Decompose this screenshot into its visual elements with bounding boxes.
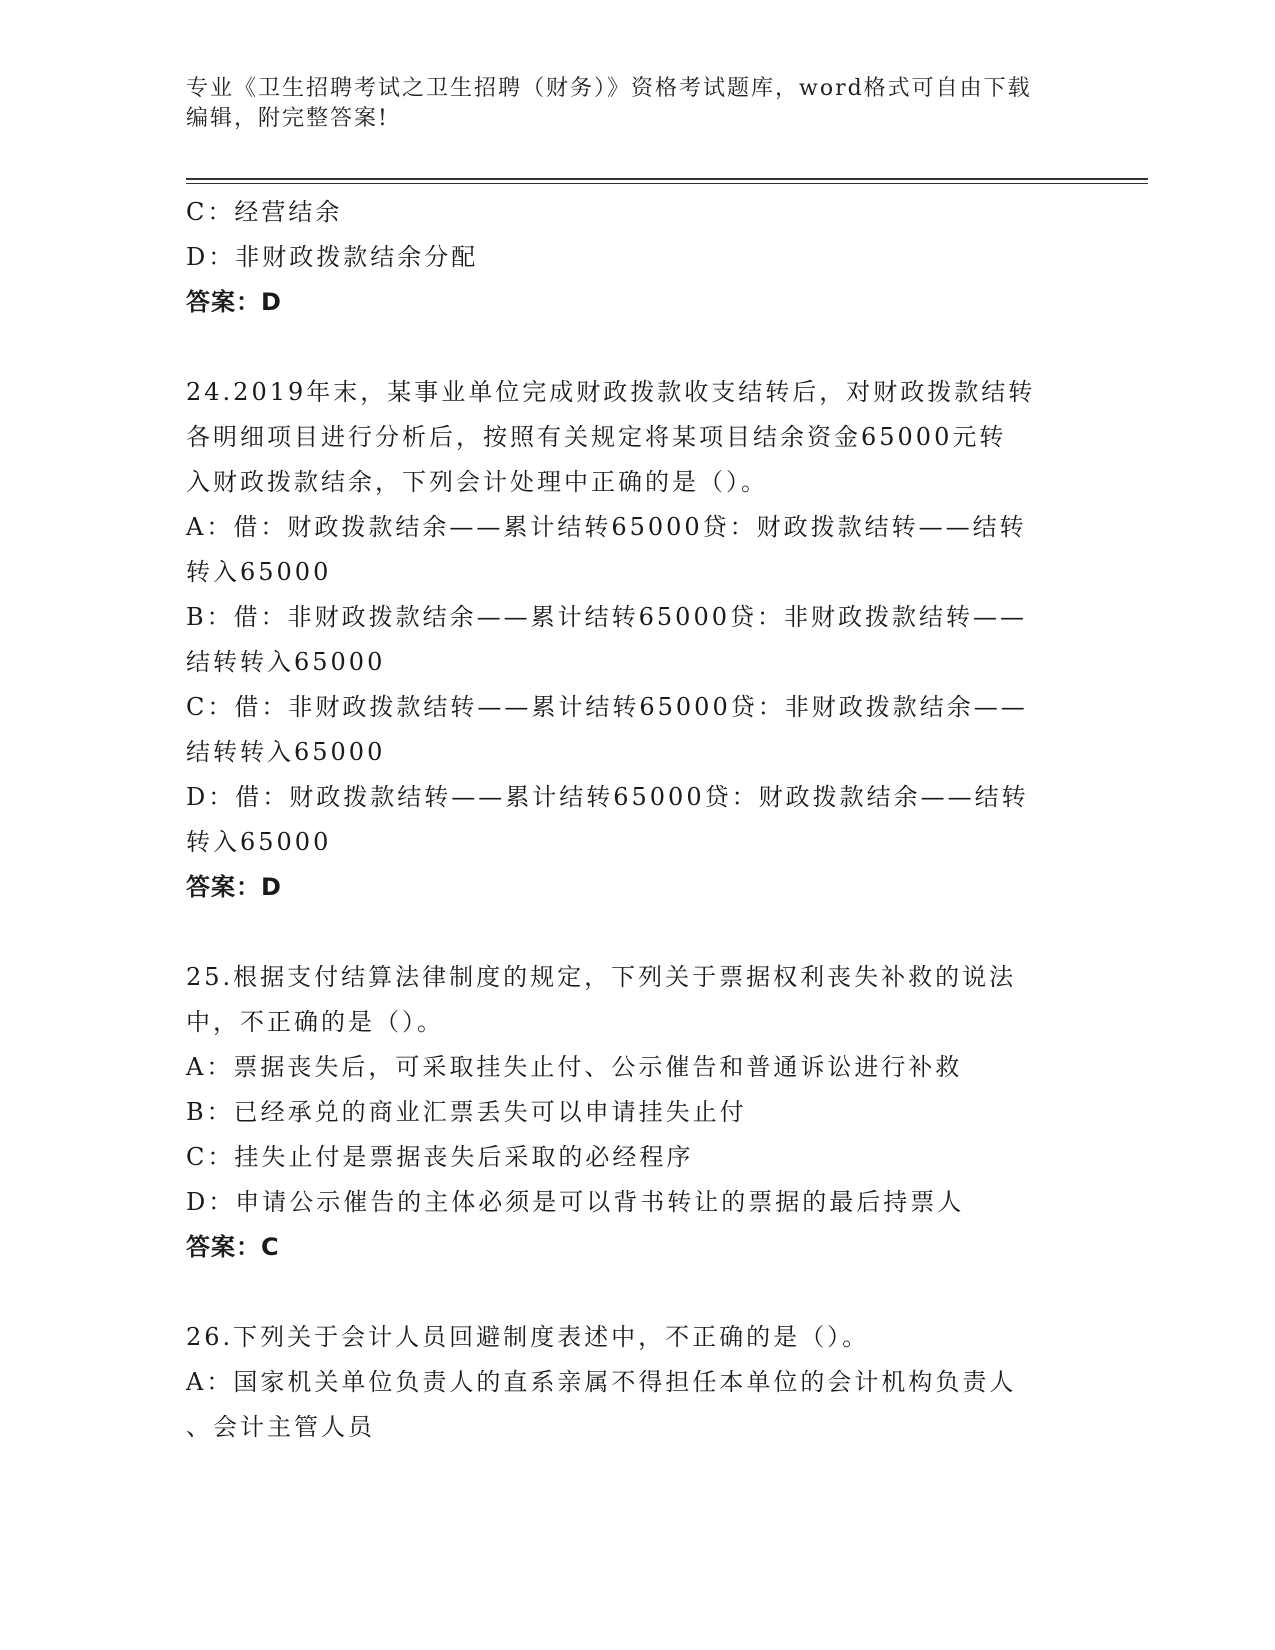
option-b: B：已经承兑的商业汇票丢失可以申请挂失止付 <box>186 1098 747 1126</box>
question-stem: 24.2019年末，某事业单位完成财政拨款收支结转后，对财政拨款结转 <box>186 378 1036 406</box>
question-stem: 入财政拨款结余，下列会计处理中正确的是（）。 <box>186 468 768 496</box>
option-d: 转入65000 <box>186 828 332 856</box>
option-a: A：票据丧失后，可采取挂失止付、公示催告和普通诉讼进行补救 <box>186 1053 963 1081</box>
option-a: A：国家机关单位负责人的直系亲属不得担任本单位的会计机构负责人 <box>186 1368 1017 1396</box>
option-c: C：挂失止付是票据丧失后采取的必经程序 <box>186 1143 694 1171</box>
option-c: 结转转入65000 <box>186 738 386 766</box>
page-header <box>186 74 1086 134</box>
header-divider-thin <box>186 183 1148 184</box>
document-body <box>186 190 1086 1450</box>
option-c: C：经营结余 <box>186 198 343 226</box>
question-25 <box>186 955 1086 1270</box>
option-b: 结转转入65000 <box>186 648 386 676</box>
answer-label: 答案：C <box>186 1233 280 1261</box>
spacer <box>186 1270 1086 1315</box>
header-line-2: 编辑，附完整答案! <box>186 106 389 131</box>
header-line-1: 专业《卫生招聘考试之卫生招聘（财务）》资格考试题库，word格式可自由下载 <box>186 76 1032 101</box>
spacer <box>186 325 1086 370</box>
question-26 <box>186 1315 1086 1450</box>
question-stem: 25.根据支付结算法律制度的规定，下列关于票据权利丧失补救的说法 <box>186 963 1017 991</box>
question-stem: 各明细项目进行分析后，按照有关规定将某项目结余资金65000元转 <box>186 423 1007 451</box>
question-24 <box>186 370 1086 910</box>
question-stem: 中，不正确的是（）。 <box>186 1008 444 1036</box>
option-a: A：借：财政拨款结余——累计结转65000贷：财政拨款结转——结转 <box>186 513 1027 541</box>
spacer <box>186 910 1086 955</box>
answer-label: 答案：D <box>186 288 282 316</box>
option-a: 转入65000 <box>186 558 332 586</box>
question-stem: 26.下列关于会计人员回避制度表述中，不正确的是（）。 <box>186 1323 870 1351</box>
option-a: 、会计主管人员 <box>186 1413 375 1441</box>
option-c: C：借：非财政拨款结转——累计结转65000贷：非财政拨款结余—— <box>186 693 1028 721</box>
header-divider-thick <box>186 178 1148 180</box>
previous-question-tail <box>186 190 1086 325</box>
option-d: D：非财政拨款结余分配 <box>186 243 479 271</box>
option-d: D：申请公示催告的主体必须是可以背书转让的票据的最后持票人 <box>186 1188 965 1216</box>
option-d: D：借：财政拨款结转——累计结转65000贷：财政拨款结余——结转 <box>186 783 1029 811</box>
answer-label: 答案：D <box>186 873 282 901</box>
option-b: B：借：非财政拨款结余——累计结转65000贷：非财政拨款结转—— <box>186 603 1027 631</box>
